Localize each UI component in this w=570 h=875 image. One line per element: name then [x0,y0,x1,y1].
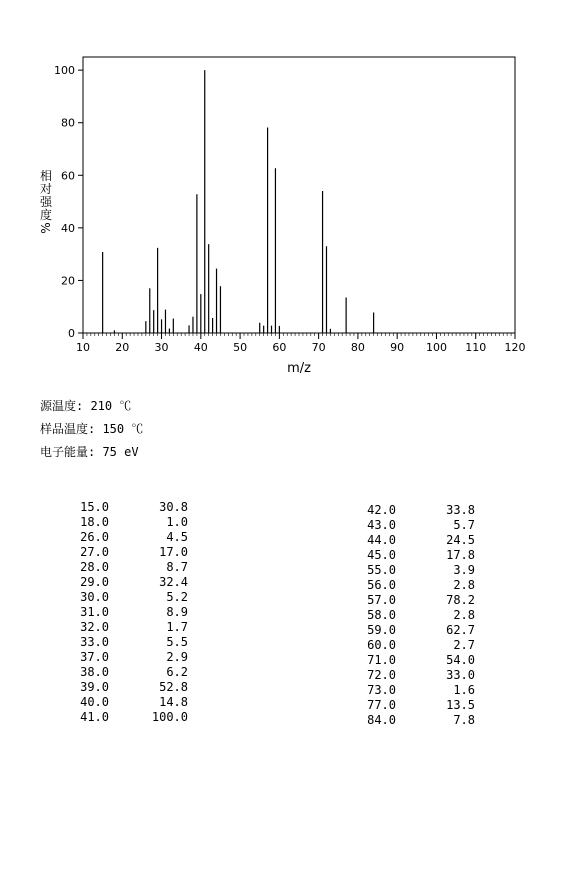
x-tick-label: 50 [233,341,248,354]
abundance-value: 100.0 [151,710,188,724]
x-axis-ticks [76,333,526,354]
mz-value: 28.0 [80,560,109,574]
mz-value: 40.0 [80,695,109,709]
mz-value: 77.0 [367,698,396,712]
mz-value: 43.0 [367,518,396,532]
mz-value: 44.0 [367,533,396,547]
mass-spectrum-chart [0,0,570,380]
electron-energy: 电子能量: 75 eV [40,445,139,459]
x-tick-label: 10 [76,341,90,354]
x-tick-label: 30 [154,341,169,354]
abundance-value: 6.2 [166,665,188,679]
mz-value: 26.0 [80,530,109,544]
y-tick-label: 80 [61,116,75,130]
abundance-value: 1.0 [166,515,188,529]
y-tick-label: 20 [61,274,75,288]
abundance-value: 17.0 [159,545,188,559]
abundance-value: 1.7 [166,620,188,634]
x-axis-label: m/z [287,361,311,376]
mz-value: 37.0 [80,650,109,664]
x-tick-label: 60 [272,341,287,354]
abundance-value: 52.8 [159,680,188,694]
abundance-value: 78.2 [446,593,475,607]
abundance-value: 3.9 [453,563,475,577]
x-tick-label: 110 [465,341,487,354]
y-axis-label [39,168,53,234]
abundance-value: 5.2 [166,590,188,604]
plot-frame [83,57,515,333]
spectrum-peaks [103,70,374,333]
mz-value: 84.0 [367,713,396,727]
mz-value: 41.0 [80,710,109,724]
y-axis-label-char: 强 [39,195,53,209]
x-tick-label: 120 [504,341,526,354]
abundance-value: 32.4 [159,575,188,589]
abundance-value: 14.8 [159,695,188,709]
abundance-value: 8.7 [166,560,188,574]
mz-value: 71.0 [367,653,396,667]
mz-value: 27.0 [80,545,109,559]
mz-value: 33.0 [80,635,109,649]
y-tick-label: 60 [61,169,75,183]
y-axis-label-char: 对 [39,182,53,196]
abundance-value: 33.8 [446,503,475,517]
abundance-value: 5.7 [453,518,475,532]
x-tick-label: 70 [311,341,326,354]
x-tick-label: 90 [390,341,405,354]
x-tick-label: 20 [115,341,130,354]
mz-value: 18.0 [80,515,109,529]
y-axis-ticks [54,64,83,340]
mz-value: 45.0 [367,548,396,562]
mz-value: 31.0 [80,605,109,619]
abundance-value: 54.0 [446,653,475,667]
y-tick-label: 40 [61,221,75,235]
abundance-value: 8.9 [166,605,188,619]
mz-value: 56.0 [367,578,396,592]
x-tick-label: 100 [425,341,447,354]
abundance-value: 62.7 [446,623,475,637]
abundance-value: 24.5 [446,533,475,547]
abundance-value: 13.5 [446,698,475,712]
mz-value: 60.0 [367,638,396,652]
mz-value: 55.0 [367,563,396,577]
y-axis-label-char: 相 [39,169,53,183]
y-tick-label: 0 [68,327,75,340]
sample-temperature: 样品温度: 150 ℃ [40,422,144,436]
x-tick-label: 40 [193,341,208,354]
mz-value: 39.0 [80,680,109,694]
mz-value: 57.0 [367,593,396,607]
y-axis-label-char: % [39,222,53,234]
mz-value: 59.0 [367,623,396,637]
x-tick-label: 80 [350,341,365,354]
abundance-value: 4.5 [166,530,188,544]
y-axis-label-char: 度 [39,208,53,222]
mz-value: 30.0 [80,590,109,604]
abundance-value: 2.8 [453,578,475,592]
mz-value: 58.0 [367,608,396,622]
mz-value: 15.0 [80,500,109,514]
abundance-value: 30.8 [159,500,188,514]
mz-value: 42.0 [367,503,396,517]
abundance-value: 17.8 [446,548,475,562]
abundance-value: 1.6 [453,683,475,697]
mz-value: 38.0 [80,665,109,679]
source-temperature: 源温度: 210 ℃ [40,399,132,413]
mz-value: 32.0 [80,620,109,634]
mz-value: 73.0 [367,683,396,697]
abundance-value: 33.0 [446,668,475,682]
abundance-value: 2.8 [453,608,475,622]
abundance-value: 5.5 [166,635,188,649]
abundance-value: 7.8 [453,713,475,727]
mz-value: 29.0 [80,575,109,589]
mz-value: 72.0 [367,668,396,682]
abundance-value: 2.7 [453,638,475,652]
abundance-value: 2.9 [166,650,188,664]
y-tick-label: 100 [54,64,75,78]
